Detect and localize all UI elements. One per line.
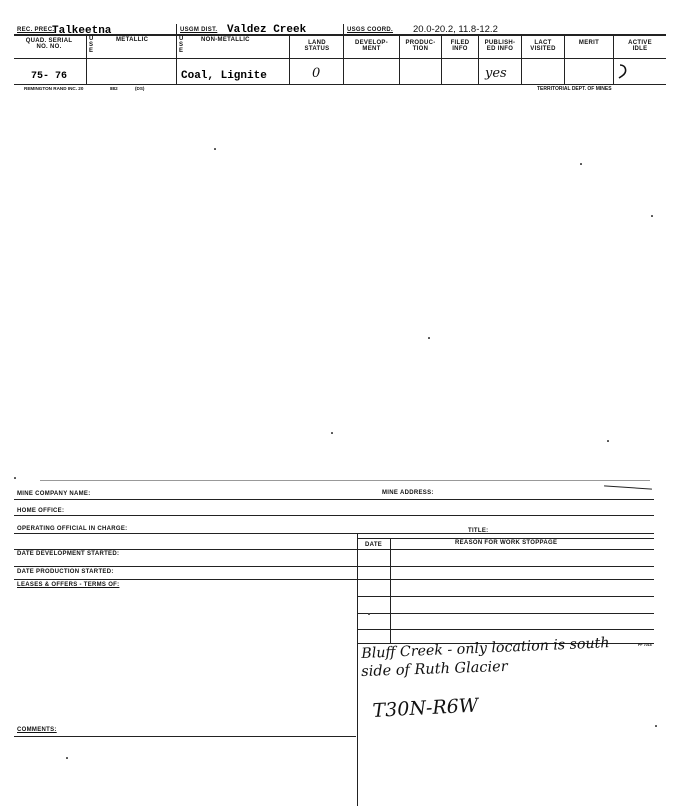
speck (651, 215, 653, 217)
active-idle-label: ACTIVE IDLE (628, 40, 652, 52)
form-code: 882 (110, 86, 118, 91)
form-number: PF 7018 (638, 643, 652, 647)
divider (176, 24, 177, 84)
rule (14, 533, 654, 534)
quad-serial-value: 75- 76 (31, 71, 68, 82)
usgm-dist-label: USGM DIST. (180, 27, 218, 33)
use-2-label: U S E (179, 36, 184, 54)
mine-company-name-label: MINE COMPANY NAME: (17, 491, 91, 497)
rule (358, 596, 654, 597)
usgs-coord-label: USGS COORD. (347, 27, 393, 33)
rule (14, 515, 654, 516)
date-development-label: DATE DEVELOPMENT STARTED: (17, 551, 120, 557)
rule (358, 538, 654, 539)
title-label: TITLE: (468, 528, 489, 534)
rule (14, 566, 654, 567)
speck (214, 148, 216, 150)
speck (428, 337, 430, 339)
non-metallic-value: Coal, Lignite (181, 70, 267, 82)
handwritten-note-line-1: Bluff Creek - only location is south (361, 635, 610, 662)
quad-serial-label: QUAD. SERIAL (25, 38, 73, 44)
top-card-rule-bottom (14, 84, 666, 85)
mine-address-label: MINE ADDRESS: (382, 490, 434, 496)
top-card-rule-header (14, 58, 666, 59)
column-divider (357, 533, 358, 806)
date-column-header: DATE (365, 542, 383, 548)
divider (343, 24, 344, 84)
speck (368, 613, 370, 615)
rule (14, 499, 654, 500)
rule (358, 613, 654, 614)
non-metallic-label: NON-METALLIC (201, 37, 250, 43)
form-code-suffix: (DS) (135, 86, 145, 91)
land-status-value: 0 (312, 66, 321, 81)
speck (580, 163, 582, 165)
card-corner-fold (604, 485, 652, 489)
leases-offers-label: LEASES & OFFERS - TERMS OF: (17, 582, 120, 588)
active-check-mark (616, 62, 630, 82)
production-label: PRODUC- TION (405, 40, 436, 52)
date-production-label: DATE PRODUCTION STARTED: (17, 569, 114, 575)
quad-serial-no-label: NO. NO. (36, 44, 62, 50)
rule (358, 629, 654, 630)
printer-imprint: REMINGTON RAND INC. 20 (24, 86, 84, 91)
rec-prec-value: Talkeetna (52, 25, 112, 37)
handwritten-note-line-2: side of Ruth Glacier (361, 658, 508, 680)
speck (66, 757, 68, 759)
operating-official-label: OPERATING OFFICIAL IN CHARGE: (17, 526, 128, 532)
metallic-label: METALLIC (116, 37, 149, 43)
filed-info-label: FILED INFO (450, 40, 470, 52)
land-status-label: LAND STATUS (304, 40, 330, 52)
published-info-value: yes (485, 66, 507, 81)
speck (331, 432, 333, 434)
quad-serial-header (14, 38, 84, 50)
rule (14, 549, 654, 550)
divider (86, 34, 87, 84)
rec-prec-label: REC. PREC. (17, 27, 55, 33)
usgs-coord-value: 20.0-20.2, 11.8-12.2 (413, 24, 498, 35)
handwritten-township-range: T30N-R6W (372, 694, 479, 722)
date-column-divider (390, 538, 391, 643)
reason-column-header: REASON FOR WORK STOPPAGE (455, 540, 558, 546)
last-visited-label: LACT VISITED (530, 40, 556, 52)
speck (607, 440, 609, 442)
comments-label: COMMENTS: (17, 727, 57, 733)
usgm-dist-value: Valdez Creek (227, 24, 307, 36)
card-edge (40, 480, 650, 481)
development-label: DEVELOP- MENT (354, 40, 389, 52)
rule (14, 736, 356, 737)
published-info-label: PUBLISH- ED INFO (484, 40, 516, 52)
speck (655, 725, 657, 727)
use-1-label: U S E (89, 36, 94, 54)
home-office-label: HOME OFFICE: (17, 508, 65, 514)
rule (14, 579, 654, 580)
territorial-dept-imprint: TERRITORIAL DEPT. OF MINES (537, 86, 612, 92)
speck (14, 477, 16, 479)
top-card-rule-upper (14, 34, 666, 36)
merit-label: MERIT (578, 40, 600, 46)
